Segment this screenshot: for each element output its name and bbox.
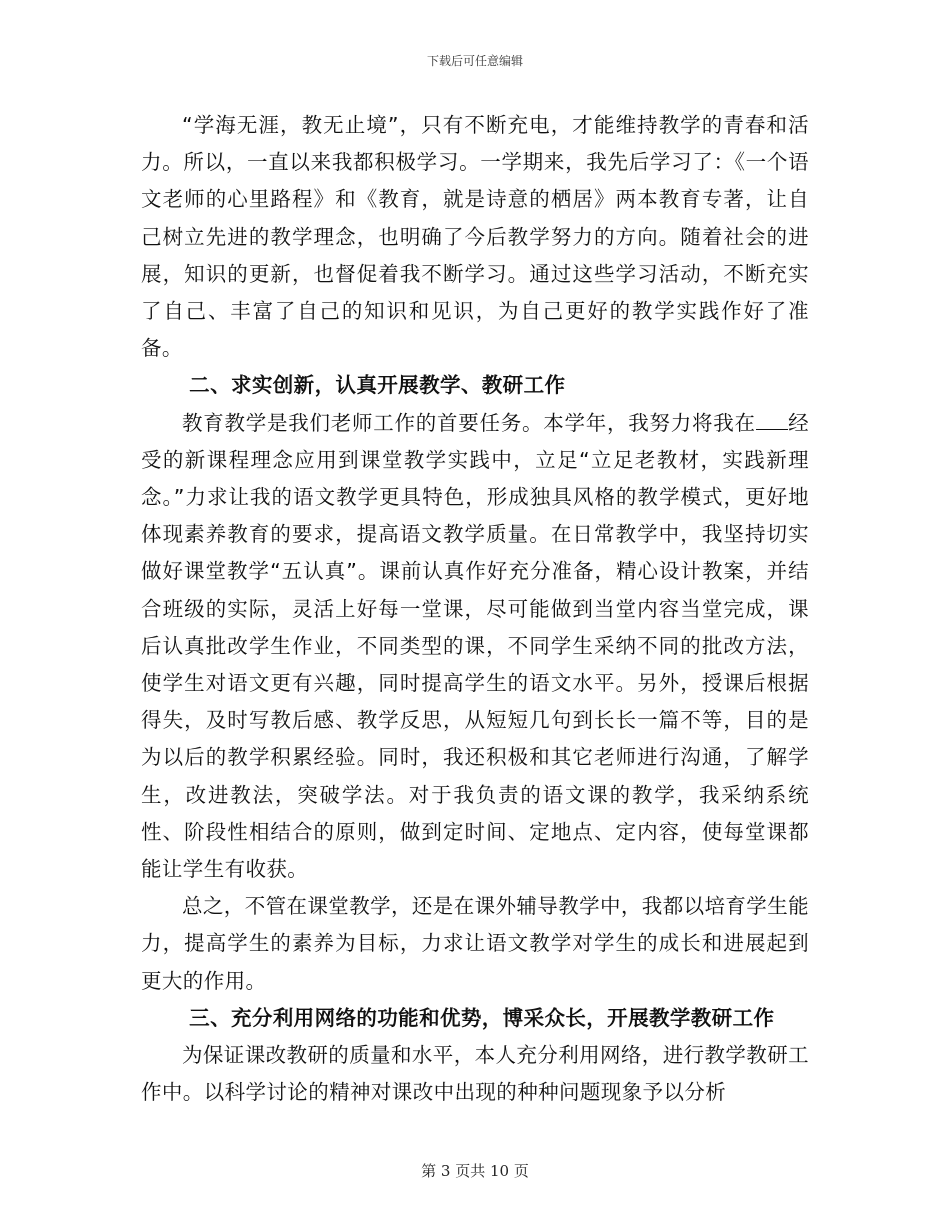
document-body <box>141 107 809 1111</box>
section-heading-2: 二、求实创新，认真开展教学、教研工作 <box>189 373 566 398</box>
paragraph-teaching <box>141 405 809 889</box>
paragraph-teaching-part-2: 经受的新课程理念应用到课堂教学实践中，立足“立足老教材，实践新理念。”力求让我的语文教学更具特色，形成独具风格的教学模式，更好地体现素养教育的要求，提高语文教学质量。在日常教学中，我坚持切实做好课堂教学“五认真”。课前认真作好充分准备，精心设计教案，并结合班级的实际，灵活上好每一堂课，尽可能做到当堂内容当堂完成，课后认真批改学生作业，不同类型的课，不同学生采纳不同的批改方法，使学生对语文更有兴趣，同时提高学生的语文水平。另外，授课后根据得失，及时写教后感、教学反思，从短短几句到长长一篇不等，目的是为以后的教学积累经验。同时，我还积极和其它老师进行沟通，了解学生，改进教法，突破学法。对于我负责的语文课的教学，我采纳系统性、阶段性相结合的原则，做到定时间、定地点、定内容，使每堂课都能让学生有收获。 <box>141 410 809 882</box>
paragraph-teaching-part-1: 教育教学是我们老师工作的首要任务。本学年，我努力将我在 <box>182 410 756 435</box>
page-footer: 第 3 页共 10 页 <box>421 1162 529 1180</box>
paragraph-network: 为保证课改教研的质量和水平，本人充分利用网络，进行教学教研工作中。以科学讨论的精神对课改中出现的种种问题现象予以分析 <box>141 1043 809 1105</box>
blank-underline <box>756 408 788 430</box>
paragraph-learning: “学海无涯，教无止境”，只有不断充电，才能维持教学的青春和活力。所以，一直以来我都积极学习。一学期来，我先后学习了：《一个语文老师的心里路程》和《教育，就是诗意的栖居》两本教育专著，让自己树立先进的教学理念，也明确了今后教学努力的方向。随着社会的进展，知识的更新，也督促着我不断学习。通过这些学习活动，不断充实了自己、丰富了自己的知识和见识，为自己更好的教学实践作好了准备。 <box>141 113 809 361</box>
paragraph-summary: 总之，不管在课堂教学，还是在课外辅导教学中，我都以培育学生能力，提高学生的素养为目标，力求让语文教学对学生的成长和进展起到更大的作用。 <box>141 894 809 993</box>
page-header: 下载后可任意编辑 <box>426 54 523 68</box>
section-heading-3: 三、充分利用网络的功能和优势，博采众长，开展教学教研工作 <box>189 1005 775 1030</box>
